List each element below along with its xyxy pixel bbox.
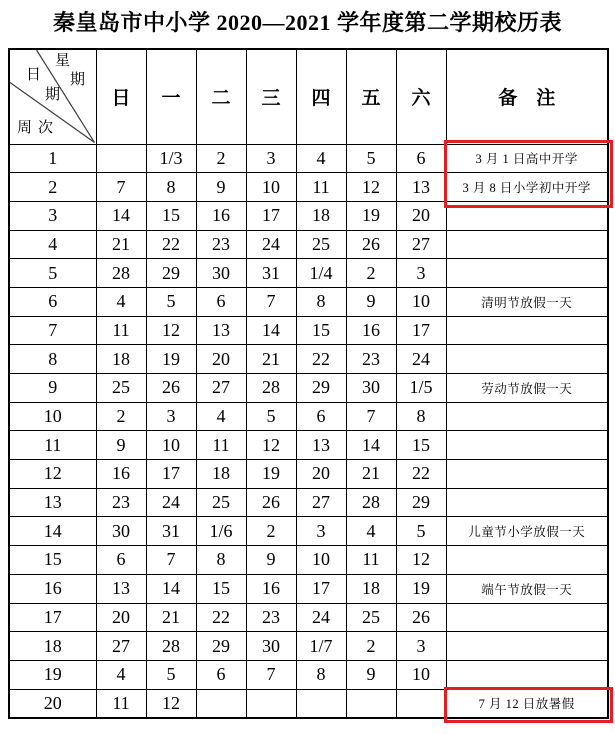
date-cell: 9 [246,546,296,575]
remark-cell: 端午节放假一天 [446,574,608,603]
table-row [9,316,608,345]
date-cell: 4 [196,402,246,431]
date-cell: 22 [196,603,246,632]
day-header-thu: 四 [296,49,346,144]
remark-cell: 7 月 12 日放暑假 [446,689,608,718]
date-cell: 19 [246,460,296,489]
date-cell: 21 [346,460,396,489]
date-cell: 24 [146,488,196,517]
date-cell [396,689,446,718]
date-cell: 3 [146,402,196,431]
date-cell: 21 [146,603,196,632]
table-row [9,574,608,603]
date-cell: 30 [96,517,146,546]
date-cell: 15 [296,316,346,345]
remark-cell: 清明节放假一天 [446,287,608,316]
remark-cell: 3 月 1 日高中开学 [446,144,608,173]
date-cell: 7 [246,287,296,316]
date-cell: 4 [296,144,346,173]
date-cell: 27 [96,632,146,661]
date-cell: 19 [396,574,446,603]
date-cell: 23 [246,603,296,632]
date-cell: 7 [96,173,146,202]
date-cell: 12 [146,689,196,718]
date-cell: 11 [296,173,346,202]
date-cell: 4 [96,660,146,689]
date-cell: 8 [296,660,346,689]
date-cell: 14 [96,201,146,230]
date-cell: 26 [246,488,296,517]
date-cell: 5 [146,660,196,689]
date-cell: 25 [296,230,346,259]
page-title: 秦皇岛市中小学 2020—2021 学年度第二学期校历表 [52,10,562,35]
date-cell: 5 [146,287,196,316]
remark-cell [446,488,608,517]
date-cell: 19 [346,201,396,230]
date-cell: 4 [346,517,396,546]
date-cell: 30 [246,632,296,661]
date-cell: 6 [296,402,346,431]
week-number-cell: 17 [9,603,96,632]
remark-cell [446,345,608,374]
highlight-box-summer-vacation [444,687,613,723]
date-cell: 19 [146,345,196,374]
corner-label-date: 日 [26,67,42,83]
remark-cell [446,431,608,460]
date-cell: 25 [196,488,246,517]
date-cell: 13 [296,431,346,460]
week-number-cell: 18 [9,632,96,661]
week-number-cell: 8 [9,345,96,374]
date-cell: 12 [246,431,296,460]
day-header-sun: 日 [96,49,146,144]
date-cell: 26 [346,230,396,259]
date-cell: 12 [146,316,196,345]
date-cell: 27 [296,488,346,517]
week-number-cell: 7 [9,316,96,345]
date-cell: 29 [396,488,446,517]
table-row [9,431,608,460]
date-cell: 20 [96,603,146,632]
date-cell: 22 [296,345,346,374]
date-cell: 17 [396,316,446,345]
week-number-cell: 3 [9,201,96,230]
remark-cell [446,660,608,689]
table-row [9,402,608,431]
date-cell: 6 [196,660,246,689]
corner-label-weekday: 星 [55,53,71,69]
day-header-mon: 一 [146,49,196,144]
date-cell: 25 [346,603,396,632]
table-row [9,632,608,661]
date-cell: 7 [146,546,196,575]
date-cell: 12 [346,173,396,202]
date-cell: 29 [196,632,246,661]
remark-cell [446,259,608,288]
date-cell: 16 [96,460,146,489]
week-number-cell: 9 [9,374,96,403]
date-cell: 18 [296,201,346,230]
week-number-cell: 10 [9,402,96,431]
date-cell: 7 [246,660,296,689]
header-row [9,49,608,144]
week-number-cell: 19 [9,660,96,689]
week-number-cell: 11 [9,431,96,460]
table-row [9,374,608,403]
date-cell: 1/4 [296,259,346,288]
date-cell: 3 [246,144,296,173]
date-cell [296,689,346,718]
date-cell: 17 [296,574,346,603]
day-header-sat: 六 [396,49,446,144]
table-row [9,517,608,546]
remark-cell [446,603,608,632]
date-cell: 15 [396,431,446,460]
week-number-cell: 2 [9,173,96,202]
table-row [9,660,608,689]
date-cell: 12 [396,546,446,575]
date-cell: 23 [346,345,396,374]
day-header-fri: 五 [346,49,396,144]
date-cell: 6 [196,287,246,316]
week-number-cell: 1 [9,144,96,173]
table-row [9,460,608,489]
date-cell: 3 [396,259,446,288]
date-cell: 11 [346,546,396,575]
date-cell: 4 [96,287,146,316]
date-cell: 5 [346,144,396,173]
date-cell: 3 [396,632,446,661]
date-cell [96,144,146,173]
remark-cell [446,402,608,431]
date-cell: 13 [96,574,146,603]
date-cell: 2 [196,144,246,173]
date-cell: 31 [246,259,296,288]
week-number-cell: 15 [9,546,96,575]
date-cell: 29 [296,374,346,403]
date-cell: 7 [346,402,396,431]
date-cell: 1/5 [396,374,446,403]
table-row [9,546,608,575]
date-cell [346,689,396,718]
date-cell: 11 [196,431,246,460]
remarks-header: 备 注 [446,49,608,144]
date-cell [196,689,246,718]
date-cell: 28 [146,632,196,661]
date-cell: 10 [396,660,446,689]
table-row [9,345,608,374]
date-cell: 13 [196,316,246,345]
date-cell: 24 [296,603,346,632]
week-number-cell: 6 [9,287,96,316]
date-cell: 10 [396,287,446,316]
corner-label-date: 期 [45,87,61,103]
date-cell: 9 [346,287,396,316]
date-cell: 13 [396,173,446,202]
remark-cell [446,460,608,489]
table-row [9,488,608,517]
day-header-tue: 二 [196,49,246,144]
date-cell: 26 [396,603,446,632]
date-cell: 22 [146,230,196,259]
table-row [9,259,608,288]
date-cell: 22 [396,460,446,489]
date-cell: 18 [196,460,246,489]
date-cell: 10 [296,546,346,575]
remark-cell [446,546,608,575]
week-number-cell: 4 [9,230,96,259]
week-number-cell: 13 [9,488,96,517]
date-cell: 20 [296,460,346,489]
date-cell: 27 [396,230,446,259]
date-cell: 31 [146,517,196,546]
date-cell: 14 [246,316,296,345]
date-cell: 28 [96,259,146,288]
week-number-cell: 12 [9,460,96,489]
date-cell [246,689,296,718]
date-cell: 2 [346,632,396,661]
date-cell: 24 [396,345,446,374]
remark-cell [446,632,608,661]
date-cell: 9 [346,660,396,689]
date-cell: 24 [246,230,296,259]
date-cell: 1/7 [296,632,346,661]
date-cell: 9 [196,173,246,202]
date-cell: 17 [146,460,196,489]
date-cell: 29 [146,259,196,288]
date-cell: 10 [146,431,196,460]
date-cell: 11 [96,689,146,718]
week-number-cell: 20 [9,689,96,718]
date-cell: 16 [246,574,296,603]
corner-header-cell [9,49,96,144]
corner-label-week-number: 周 [17,120,33,136]
date-cell: 18 [346,574,396,603]
date-cell: 3 [296,517,346,546]
date-cell: 20 [196,345,246,374]
date-cell: 2 [346,259,396,288]
remark-cell: 儿童节小学放假一天 [446,517,608,546]
table-row [9,603,608,632]
week-number-cell: 5 [9,259,96,288]
date-cell: 15 [196,574,246,603]
week-number-cell: 16 [9,574,96,603]
date-cell: 16 [346,316,396,345]
date-cell: 2 [96,402,146,431]
date-cell: 23 [96,488,146,517]
date-cell: 5 [396,517,446,546]
date-cell: 11 [96,316,146,345]
date-cell: 8 [396,402,446,431]
highlight-box-semester-start [444,140,613,208]
date-cell: 1/6 [196,517,246,546]
date-cell: 17 [246,201,296,230]
date-cell: 6 [396,144,446,173]
date-cell: 1/3 [146,144,196,173]
date-cell: 5 [246,402,296,431]
date-cell: 16 [196,201,246,230]
date-cell: 8 [146,173,196,202]
remark-cell [446,316,608,345]
day-header-wed: 三 [246,49,296,144]
date-cell: 18 [96,345,146,374]
week-number-cell: 14 [9,517,96,546]
date-cell: 14 [346,431,396,460]
date-cell: 10 [246,173,296,202]
date-cell: 15 [146,201,196,230]
date-cell: 30 [346,374,396,403]
date-cell: 28 [246,374,296,403]
date-cell: 6 [96,546,146,575]
date-cell: 2 [246,517,296,546]
remark-cell: 3 月 8 日小学初中开学 [446,173,608,202]
date-cell: 26 [146,374,196,403]
date-cell: 27 [196,374,246,403]
date-cell: 23 [196,230,246,259]
remark-cell: 劳动节放假一天 [446,374,608,403]
remark-cell [446,230,608,259]
table-row [9,287,608,316]
date-cell: 30 [196,259,246,288]
date-cell: 8 [296,287,346,316]
table-row [9,230,608,259]
date-cell: 21 [246,345,296,374]
date-cell: 28 [346,488,396,517]
date-cell: 25 [96,374,146,403]
date-cell: 21 [96,230,146,259]
date-cell: 8 [196,546,246,575]
date-cell: 9 [96,431,146,460]
date-cell: 20 [396,201,446,230]
corner-label-week-number: 次 [38,120,54,136]
corner-label-weekday: 期 [70,72,86,88]
date-cell: 14 [146,574,196,603]
